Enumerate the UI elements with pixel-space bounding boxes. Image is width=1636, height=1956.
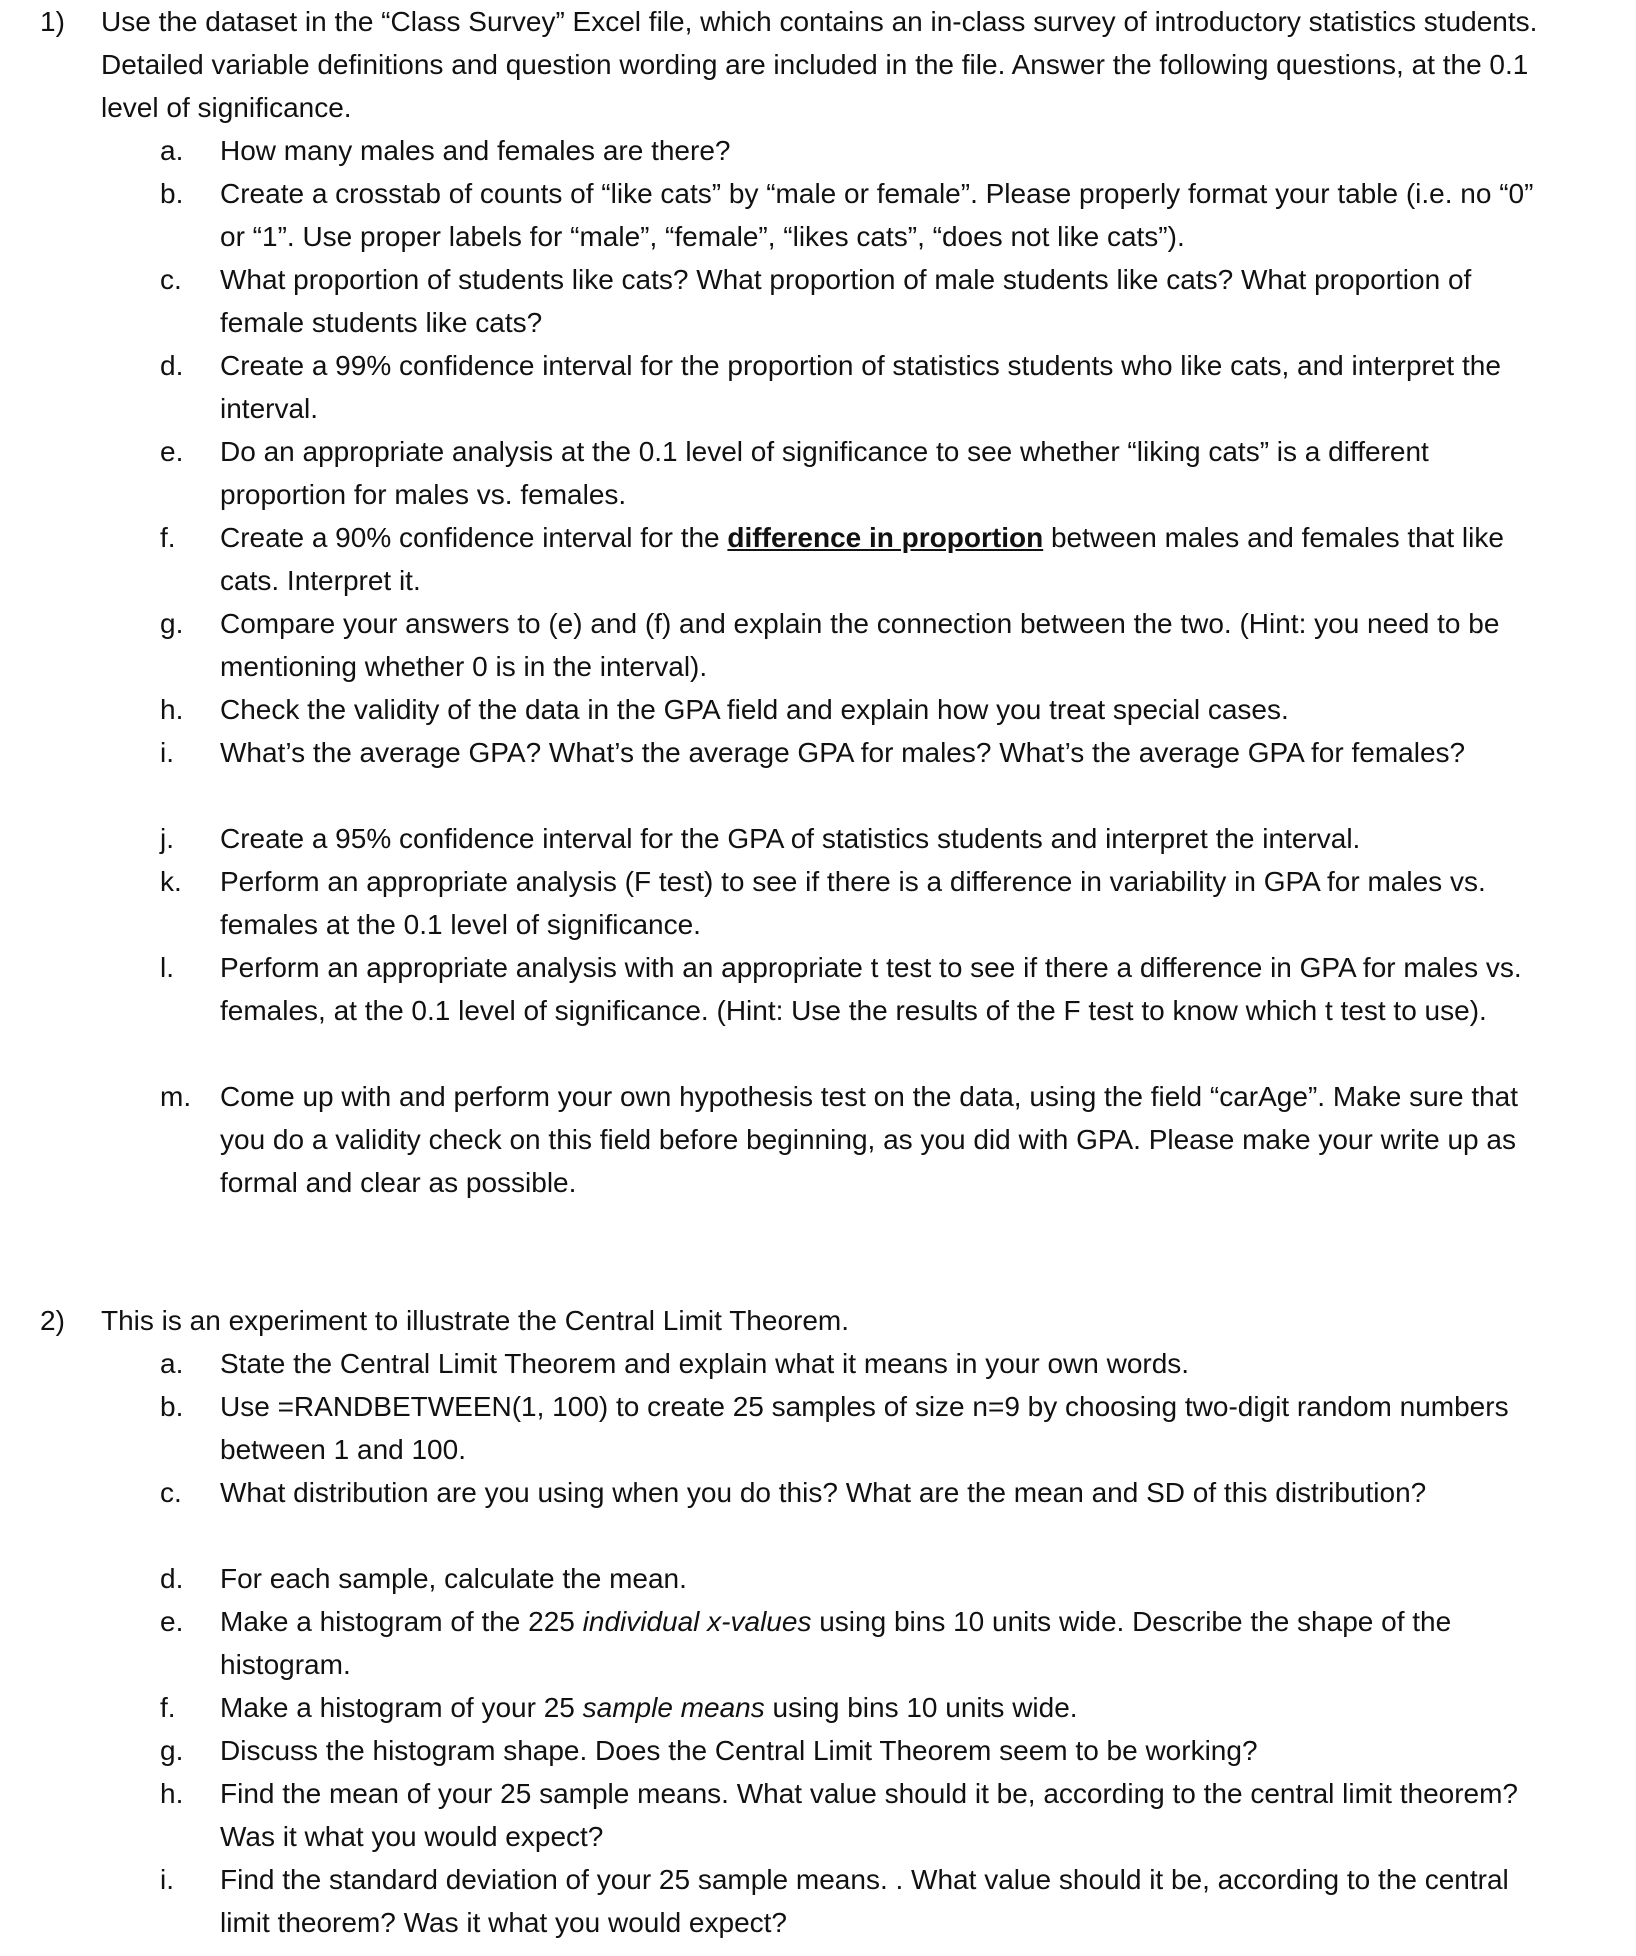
list-item-i [0,1858,1636,1944]
item-letter: f. [160,1692,176,1723]
italic-term: sample means [582,1692,765,1723]
list-item-g [0,602,1636,688]
item-letter: k. [160,866,182,897]
item-letter: m. [160,1081,192,1112]
item-text: Use =RANDBETWEEN(1, 100) to create 25 samples of size n=9 by choosing two-digit random numbers between 1 and 100. [220,1391,1509,1465]
item-text: Create a 95% confidence interval for the GPA of statistics students and interpret the interval. [220,823,1361,854]
item-letter: b. [160,1391,184,1422]
item-letter: l. [160,952,174,983]
list-item-d [0,344,1636,430]
list-item-e [0,430,1636,516]
list-item-l [0,946,1636,1075]
item-text-before: Create a 90% confidence interval for the [220,522,728,553]
item-letter: d. [160,1563,184,1594]
item-text [220,1600,1550,1686]
item-text: Find the mean of your 25 sample means. What value should it be, according to the central limit theorem? Was it what you would expect? [220,1778,1519,1852]
emphasized-term: difference in proportion [727,522,1044,553]
item-text-after: using bins 10 units wide. Describe the shape of the histogram. [220,1606,1452,1680]
item-letter: g. [160,608,184,639]
item-letter: c. [160,1477,182,1508]
list-item-h [0,688,1636,731]
question-items [0,129,1636,1204]
item-letter: d. [160,350,184,381]
list-item-h [0,1772,1636,1858]
item-text [220,1686,1550,1729]
item-letter: e. [160,436,184,467]
item-text: What proportion of students like cats? What proportion of male students like cats? What proportion of female students like cats? [220,264,1472,338]
item-text: Compare your answers to (e) and (f) and explain the connection between the two. (Hint: you need to be mentioning whether 0 is in the interval). [220,608,1500,682]
item-text: Perform an appropriate analysis (F test) to see if there is a difference in variability in GPA for males vs. females at the 0.1 level of significance. [220,866,1486,940]
item-text: Discuss the histogram shape. Does the Central Limit Theorem seem to be working? [220,1735,1258,1766]
list-item-e [0,1600,1636,1686]
list-item-c [0,258,1636,344]
item-text-before: Make a histogram of the 225 [220,1606,583,1637]
list-item-a [0,129,1636,172]
list-item-g [0,1729,1636,1772]
list-item-b [0,172,1636,258]
question-items [0,1342,1636,1944]
list-item-m [0,1075,1636,1204]
italic-term: individual x-values [582,1606,812,1637]
question-stem: Use the dataset in the “Class Survey” Excel file, which contains an in-class survey of introductory statistics students. Detailed variable definitions and question wording are included in the file. Answer the following questions, at the 0.1 level of significance. [101,6,1538,123]
item-letter: h. [160,1778,184,1809]
list-item-b [0,1385,1636,1471]
item-letter: b. [160,178,184,209]
list-item-i [0,731,1636,817]
item-letter: e. [160,1606,184,1637]
item-text-before: Make a histogram of your 25 [220,1692,583,1723]
list-item-c [0,1471,1636,1557]
item-letter: a. [160,1348,184,1379]
item-text: For each sample, calculate the mean. [220,1563,687,1594]
item-text: Come up with and perform your own hypothesis test on the data, using the field “carAge”. Make sure that you do a validity check on this field before beginning, as you did with GPA. Please make your write up as formal and clear as possible. [220,1081,1519,1198]
item-letter: j. [160,823,174,854]
list-item-j [0,817,1636,860]
item-text: Do an appropriate analysis at the 0.1 level of significance to see whether “liking cats” is a different proportion for males vs. females. [220,436,1429,510]
item-text: Check the validity of the data in the GPA field and explain how you treat special cases. [220,694,1289,725]
item-text-after: between males and females that like cats. Interpret it. [220,522,1504,596]
item-text: State the Central Limit Theorem and explain what it means in your own words. [220,1348,1190,1379]
item-letter: f. [160,522,176,553]
list-item-f [0,1686,1636,1729]
item-text: What distribution are you using when you do this? What are the mean and SD of this distribution? [220,1477,1427,1508]
item-text: What’s the average GPA? What’s the average GPA for males? What’s the average GPA for females? [220,737,1466,768]
item-text: Perform an appropriate analysis with an appropriate t test to see if there a difference in GPA for males vs. females, at the 0.1 level of significance. (Hint: Use the results of the F test to know which t test to use). [220,952,1522,1026]
item-text [220,516,1550,602]
item-text: Find the standard deviation of your 25 sample means. . What value should it be, according to the central limit theorem? Was it what you would expect? [220,1864,1509,1938]
list-item-k [0,860,1636,946]
item-text: Create a crosstab of counts of “like cats” by “male or female”. Please properly format your table (i.e. no “0” or “1”. Use proper labels for “male”, “female”, “likes cats”, “does not like cats”). [220,178,1534,252]
item-letter: g. [160,1735,184,1766]
item-letter: c. [160,264,182,295]
item-text: How many males and females are there? [220,135,731,166]
question-stem: This is an experiment to illustrate the Central Limit Theorem. [101,1305,850,1336]
question-number: 1) [40,6,65,37]
list-item-d [0,1557,1636,1600]
list-item-a [0,1342,1636,1385]
item-letter: a. [160,135,184,166]
item-letter: i. [160,737,174,768]
question-number: 2) [40,1305,65,1336]
list-item-f [0,516,1636,602]
item-text: Create a 99% confidence interval for the proportion of statistics students who like cats, and interpret the interval. [220,350,1501,424]
item-letter: h. [160,694,184,725]
item-letter: i. [160,1864,174,1895]
item-text-after: using bins 10 units wide. [764,1692,1078,1723]
